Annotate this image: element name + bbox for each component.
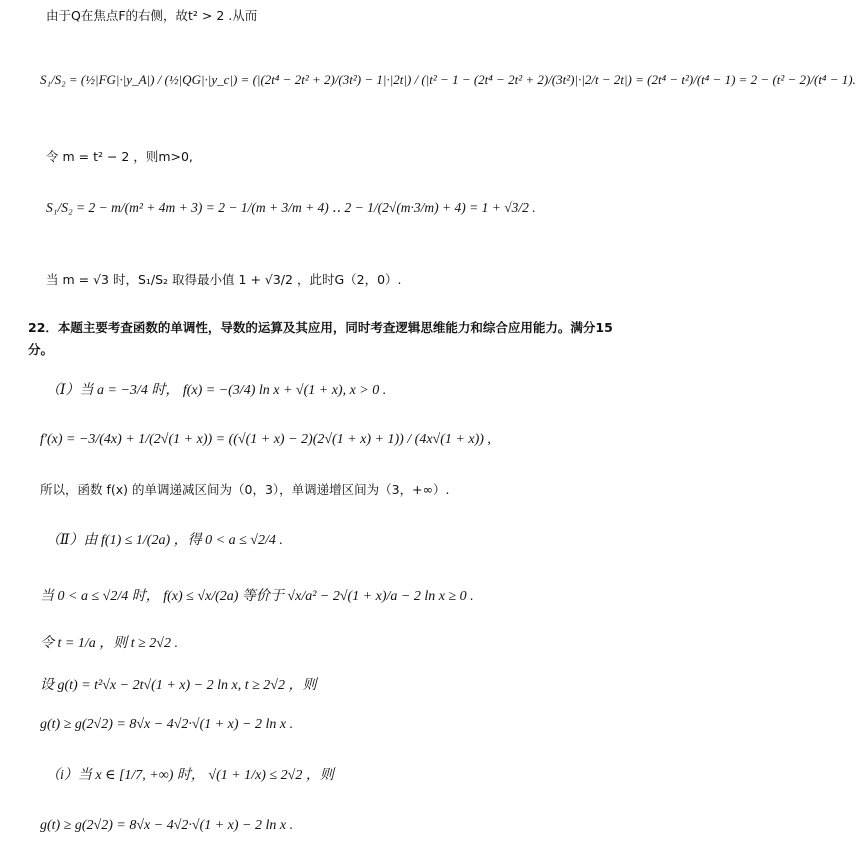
part-2-g-bound-2: g(t) ≥ g(2√2) = 8√x − 4√2·√(1 + x) − 2 ln x . [40, 818, 294, 833]
formula-min-estimate: S₁/S₂ = 2 − m/(m² + 4m + 3) = 2 − 1/(m + 3/m + 4) ‥ 2 − 1/(2√(m·3/m) + 4) = 1 + √3/2 . [46, 200, 536, 215]
part-1-derivative: f′(x) = −3/(4x) + 1/(2√(1 + x)) = ((√(1 + x) − 2)(2√(1 + x) + 1)) / (4x√(1 + x)) , [40, 432, 491, 447]
part-2-condition: （Ⅱ）由 f(1) ≤ 1/(2a) ，得 0 < a ≤ √2/4 . [46, 533, 283, 548]
part-2-equivalence: 当 0 < a ≤ √2/4 时， f(x) ≤ √x/(2a) 等价于 √x/a² − 2√(1 + x)/a − 2 ln x ≥ 0 . [40, 589, 474, 604]
text-min-value: 当 m = √3 时，S₁/S₂ 取得最小值 1 + √3/2 ，此时G（2，0）. [46, 272, 402, 287]
part-1-function: （Ⅰ）当 a = −3/4 时， f(x) = −(3/4) ln x + √(1 + x), x > 0 . [46, 383, 387, 398]
part-2-case-i: （i）当 x ∈ [1/7, +∞) 时， √(1 + 1/x) ≤ 2√2 ，则 [46, 768, 334, 783]
part-1-monotonic: 所以，函数 f(x) 的单调递减区间为（0，3），单调递增区间为（3，+∞）. [40, 482, 450, 497]
part-2-substitution: 令 t = 1/a ，则 t ≥ 2√2 . [40, 636, 178, 651]
text-line-1: 由于Q在焦点F的右侧，故t² > 2 .从而 [46, 8, 258, 23]
part-2-g-bound-1: g(t) ≥ g(2√2) = 8√x − 4√2·√(1 + x) − 2 ln x . [40, 717, 294, 732]
part-2-define-g: 设 g(t) = t²√x − 2t√(1 + x) − 2 ln x, t ≥ 2√2 ，则 [40, 678, 317, 693]
problem-22-header: 22．本题主要考查函数的单调性，导数的运算及其应用，同时考查逻辑思维能力和综合应用能力。满分15分。 [28, 320, 613, 357]
text-line-3: 令 m = t² − 2 ，则m>0, [46, 149, 193, 164]
formula-ratio-s1-s2: S₁/S₂ = (½|FG|·|y_A|) / (½|QG|·|y_c|) = (|(2t⁴ − 2t² + 2)/(3t²) − 1|·|2t|) / (|t² − 1 − (2t⁴ − 2t² + 2)/(3t²)|·|2/t − 2t|) = (2t⁴ − t²)/(t⁴ − 1) = 2 − (t² − 2)/(t⁴ − 1). [40, 72, 856, 87]
